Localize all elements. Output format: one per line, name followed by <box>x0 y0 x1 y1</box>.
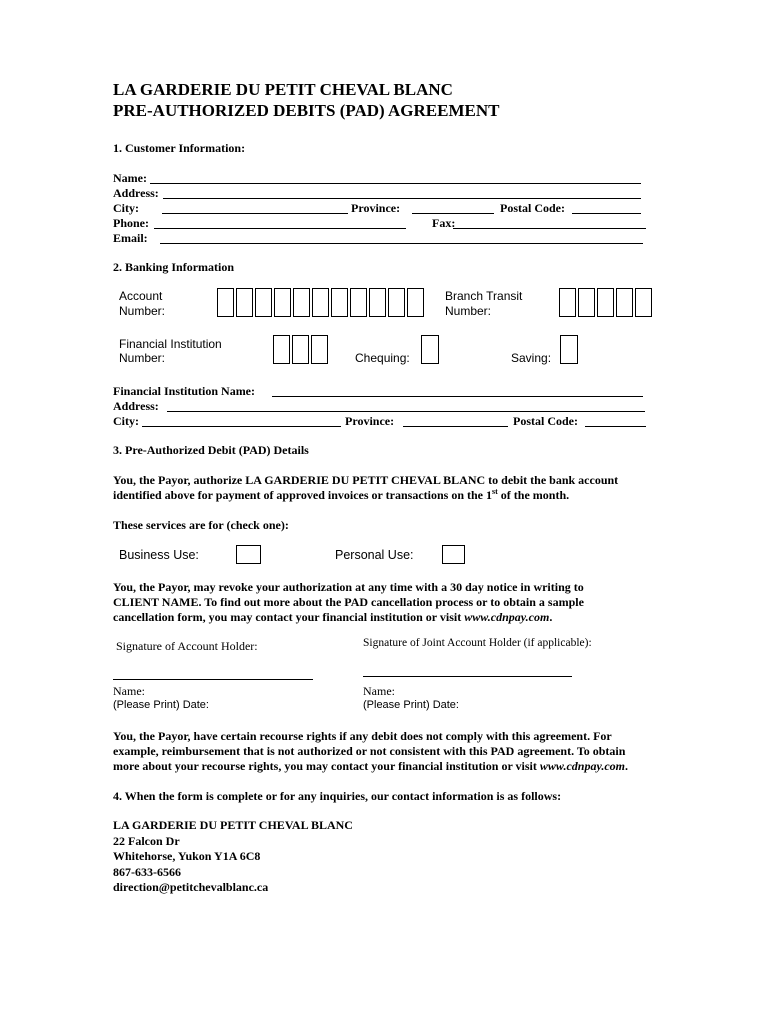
fi-name-label: Financial Institution Name: <box>113 384 256 398</box>
branch-transit-label-line-2: Number: <box>445 304 492 318</box>
business-use-checkbox[interactable] <box>236 545 261 564</box>
revoke-line-3-end: . <box>549 610 553 624</box>
institution-number-label-line-2: Number: <box>119 351 166 365</box>
signature-joint-label: Signature of Joint Account Holder (if applicable): <box>363 637 592 649</box>
fi-address-field[interactable] <box>167 411 645 412</box>
digit-box[interactable] <box>312 288 329 317</box>
recourse-line-3-end: . <box>625 759 628 773</box>
personal-use-label: Personal Use: <box>335 548 414 562</box>
contact-block <box>113 818 353 896</box>
customer-city-field[interactable] <box>162 213 348 214</box>
branch-transit-label-line-1: Branch Transit <box>445 289 523 303</box>
fi-city-field[interactable] <box>142 426 341 427</box>
authorization-line-2-end: of the month. <box>497 488 570 502</box>
account-number-label-line-1: Account <box>119 289 163 303</box>
digit-box[interactable] <box>559 288 576 317</box>
recourse-line-3 <box>113 759 628 774</box>
digit-box[interactable] <box>635 288 652 317</box>
revoke-line-1: You, the Payor, may revoke your authorization at any time with a 30 day notice in writing to <box>113 580 584 594</box>
signature-joint-line[interactable] <box>363 676 572 677</box>
digit-box[interactable] <box>597 288 614 317</box>
digit-box[interactable] <box>578 288 595 317</box>
chequing-checkbox[interactable] <box>421 335 439 364</box>
revoke-line-3 <box>113 610 584 625</box>
authorization-line-2-text: identified above for payment of approved invoices or transactions on the 1 <box>113 488 493 502</box>
authorization-line-1: You, the Payor, authorize LA GARDERIE DU PETIT CHEVAL BLANC to debit the bank account <box>113 473 619 487</box>
customer-info-heading: 1. Customer Information: <box>113 141 246 155</box>
contact-street: 22 Falcon Dr <box>113 833 180 848</box>
customer-fax-field[interactable] <box>453 228 646 229</box>
banking-info-heading: 2. Banking Information <box>113 260 235 274</box>
customer-postal-field[interactable] <box>572 213 641 214</box>
customer-province-label: Province: <box>351 201 401 215</box>
contact-city: Whitehorse, Yukon Y1A 6C8 <box>113 849 261 863</box>
digit-box[interactable] <box>217 288 234 317</box>
fi-name-field[interactable] <box>272 396 643 397</box>
signature-holder-label: Signature of Account Holder: <box>116 639 258 653</box>
digit-box[interactable] <box>292 335 309 364</box>
contact-org: LA GARDERIE DU PETIT CHEVAL BLANC <box>113 818 353 832</box>
fi-address-label: Address: <box>113 399 159 413</box>
ordinal-suffix: st <box>492 487 498 496</box>
cdnpay-link[interactable]: www.cdnpay.com <box>464 610 550 624</box>
digit-box[interactable] <box>350 288 367 317</box>
form-title-line-1: LA GARDERIE DU PETIT CHEVAL BLANC <box>113 80 453 99</box>
digit-box[interactable] <box>388 288 405 317</box>
recourse-line-1: You, the Payor, have certain recourse rights if any debit does not comply with this agreement. For <box>113 729 612 743</box>
form-title-line-2: PRE-AUTHORIZED DEBITS (PAD) AGREEMENT <box>113 101 500 120</box>
digit-box[interactable] <box>616 288 633 317</box>
contact-phone: 867-633-6566 <box>113 864 181 879</box>
digit-box[interactable] <box>293 288 310 317</box>
fi-province-field[interactable] <box>403 426 508 427</box>
revoke-line-2: CLIENT NAME. To find out more about the PAD cancellation process or to obtain a sample <box>113 595 584 609</box>
customer-city-label: City: <box>113 201 139 215</box>
fi-postal-label: Postal Code: <box>513 414 578 428</box>
customer-fax-label: Fax: <box>432 216 456 230</box>
authorization-paragraph <box>113 473 618 503</box>
recourse-paragraph <box>113 729 628 774</box>
recourse-line-2: example, reimbursement that is not authorized or not consistent with this PAD agreement. To obtain <box>113 744 626 758</box>
chequing-label: Chequing: <box>355 351 410 365</box>
account-number-label-line-2: Number: <box>119 304 166 318</box>
business-use-label: Business Use: <box>119 548 199 562</box>
holder-print-date-label: (Please Print) Date: <box>113 699 209 711</box>
saving-checkbox[interactable] <box>560 335 578 364</box>
digit-box[interactable] <box>331 288 348 317</box>
digit-box[interactable] <box>311 335 328 364</box>
revoke-paragraph <box>113 580 584 625</box>
institution-number-boxes[interactable] <box>273 335 328 364</box>
holder-name-label: Name: <box>113 684 145 698</box>
signature-holder-line[interactable] <box>113 679 313 680</box>
fi-province-label: Province: <box>345 414 395 428</box>
account-number-boxes[interactable] <box>217 288 424 317</box>
digit-box[interactable] <box>274 288 291 317</box>
customer-email-field[interactable] <box>160 243 643 244</box>
digit-box[interactable] <box>273 335 290 364</box>
customer-email-label: Email: <box>113 231 148 245</box>
digit-box[interactable] <box>255 288 272 317</box>
institution-number-label-line-1: Financial Institution <box>119 337 222 351</box>
personal-use-checkbox[interactable] <box>442 545 465 564</box>
customer-phone-field[interactable] <box>154 228 406 229</box>
services-label: These services are for (check one): <box>113 518 289 532</box>
authorization-line-2 <box>113 488 618 503</box>
digit-box[interactable] <box>369 288 386 317</box>
digit-box[interactable] <box>236 288 253 317</box>
fi-city-label: City: <box>113 414 139 428</box>
contact-heading: 4. When the form is complete or for any inquiries, our contact information is as follows: <box>113 789 562 803</box>
branch-transit-boxes[interactable] <box>559 288 652 317</box>
fi-postal-field[interactable] <box>585 426 646 427</box>
contact-email: direction@petitchevalblanc.ca <box>113 880 269 894</box>
saving-label: Saving: <box>511 351 552 365</box>
joint-print-date-label: (Please Print) Date: <box>363 699 459 711</box>
customer-name-label: Name: <box>113 171 147 185</box>
revoke-line-3-text: cancellation form, you may contact your financial institution or visit <box>113 610 465 624</box>
recourse-line-3-text: more about your recourse rights, you may contact your financial institution or visit <box>113 759 540 773</box>
pad-details-heading: 3. Pre-Authorized Debit (PAD) Details <box>113 443 309 457</box>
customer-postal-label: Postal Code: <box>500 201 565 215</box>
cdnpay-link[interactable]: www.cdnpay.com <box>539 759 625 773</box>
customer-address-label: Address: <box>113 186 159 200</box>
customer-province-field[interactable] <box>412 213 494 214</box>
customer-address-field[interactable] <box>163 198 641 199</box>
customer-phone-label: Phone: <box>113 216 149 230</box>
joint-name-label: Name: <box>363 684 395 698</box>
customer-name-field[interactable] <box>150 183 641 184</box>
digit-box[interactable] <box>407 288 424 317</box>
